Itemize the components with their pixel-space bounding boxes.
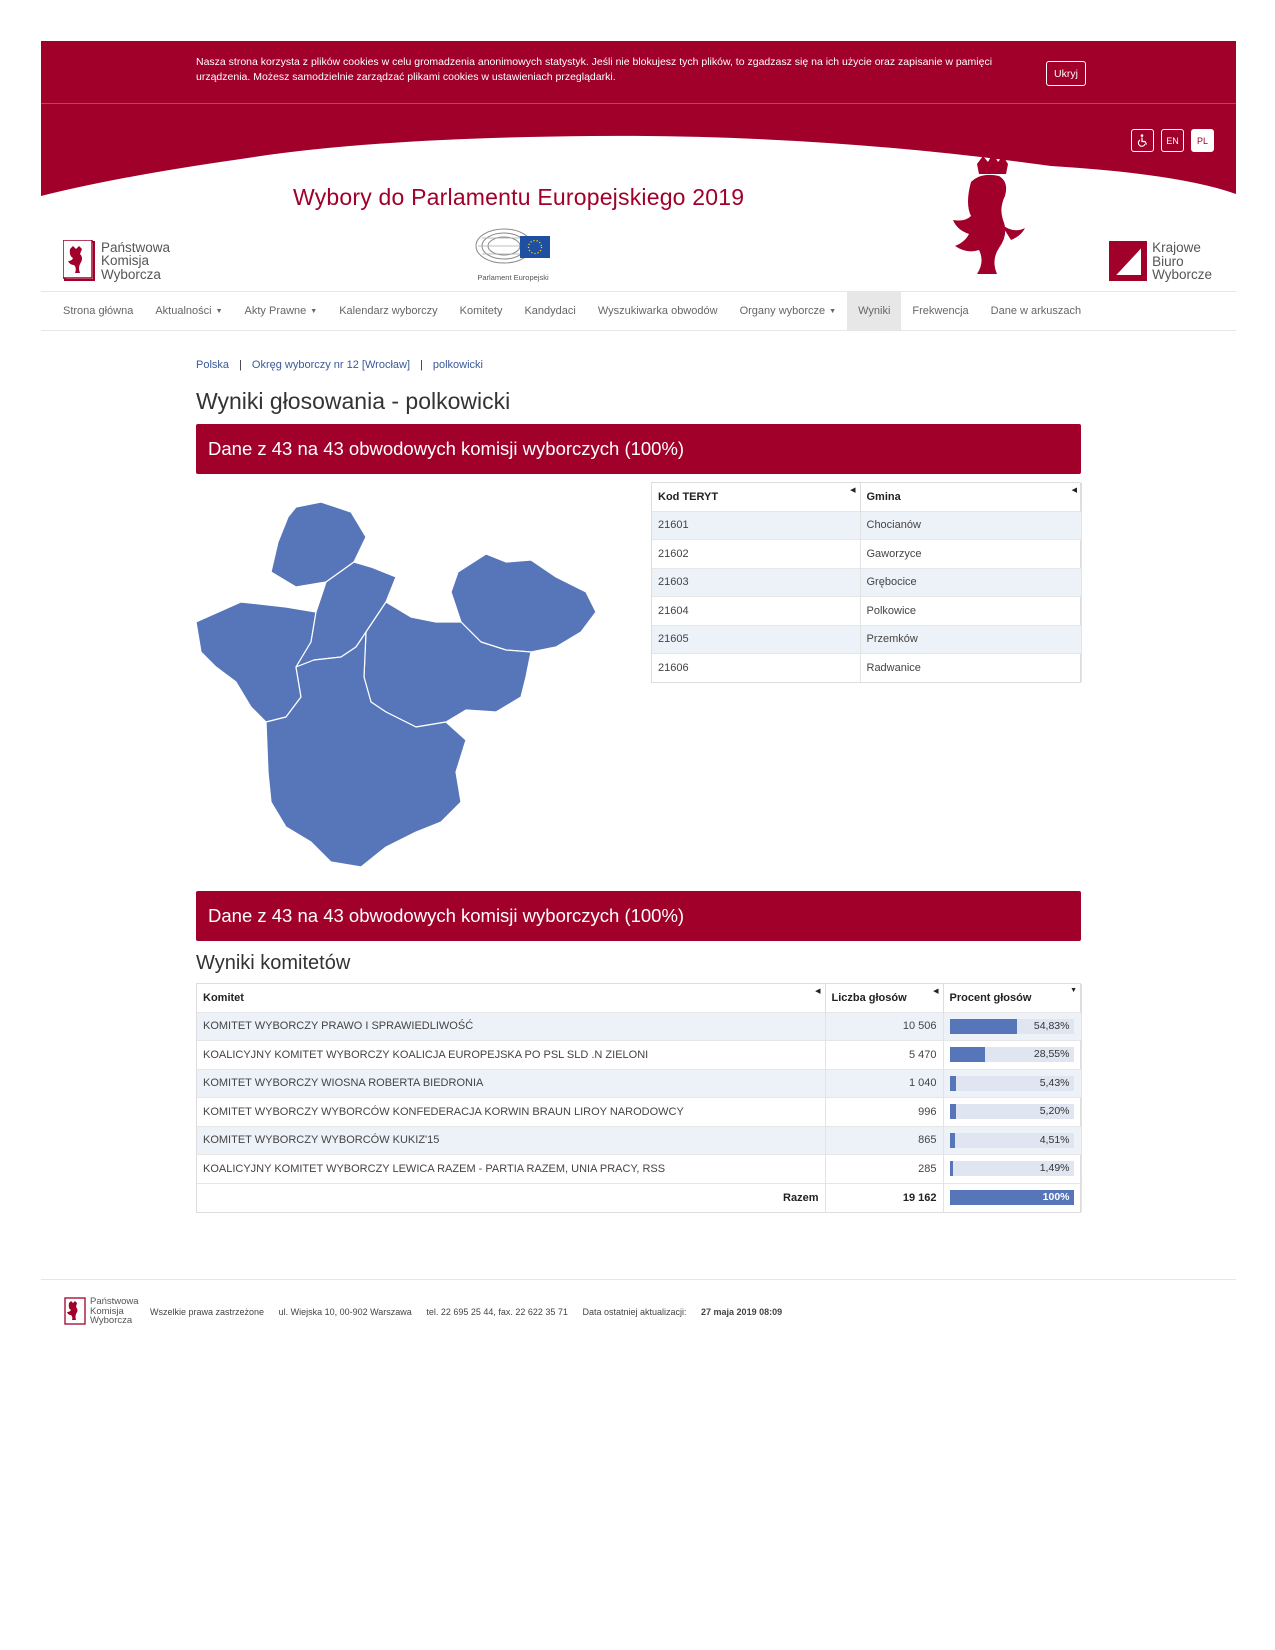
percent-bar-fill (950, 1161, 954, 1176)
footer-updated-label: Data ostatniej aktualizacji: (582, 1307, 687, 1317)
cookie-bar (41, 41, 1236, 104)
teryt-row[interactable] (652, 625, 1082, 654)
committee-name-cell: KOMITET WYBORCZY PRAWO I SPRAWIEDLIWOŚĆ (197, 1012, 825, 1041)
nav-item-4[interactable] (449, 292, 514, 330)
footer-logo-line-3: Wyborcza (90, 1315, 133, 1326)
wheelchair-icon (1136, 134, 1149, 147)
teryt-code-cell: 21606 (652, 654, 860, 683)
results-row[interactable] (197, 1126, 1082, 1155)
breadcrumb-link-county[interactable]: polkowicki (432, 359, 484, 371)
percent-bar-fill (950, 1104, 956, 1119)
teryt-code-cell: 21605 (652, 625, 860, 654)
breadcrumb-separator: | (420, 359, 423, 371)
teryt-code-cell: 21601 (652, 511, 860, 540)
footer-updated (582, 1307, 782, 1317)
percent-bar-fill (950, 1047, 985, 1062)
european-parliament-logo[interactable] (473, 224, 553, 282)
nav-item-8[interactable] (847, 292, 901, 330)
votes-cell: 285 (825, 1155, 943, 1184)
teryt-code-cell: 21603 (652, 568, 860, 597)
votes-cell: 1 040 (825, 1069, 943, 1098)
eagle-emblem-icon (953, 153, 1025, 274)
results-total-row (197, 1183, 1082, 1212)
teryt-header-row (652, 483, 1082, 511)
percent-bar (950, 1047, 1074, 1062)
nav-item-6[interactable] (587, 292, 729, 330)
committee-name-cell: KOALICYJNY KOMITET WYBORCZY LEWICA RAZEM - PARTIA RAZEM, UNIA PRACY, RSS (197, 1155, 825, 1184)
breadcrumb (196, 359, 483, 371)
gmina-name-cell: Polkowice (860, 597, 1082, 626)
sort-icon: ◀ (933, 988, 939, 995)
results-header-percent-label: Procent głosów (949, 991, 1032, 1004)
lang-en-button[interactable]: EN (1161, 129, 1184, 152)
nav-item-10[interactable] (980, 292, 1093, 330)
committee-name-cell: KOMITET WYBORCZY WIOSNA ROBERTA BIEDRONIA (197, 1069, 825, 1098)
gmina-name-cell: Grębocice (860, 568, 1082, 597)
nav-item-label: Kalendarz wyborczy (339, 305, 438, 317)
nav-item-label: Dane w arkuszach (990, 305, 1082, 317)
nav-item-label: Komitety (459, 305, 503, 317)
total-percent-cell (943, 1183, 1082, 1212)
kbw-logo-icon (1109, 241, 1147, 281)
site-footer (41, 1279, 1236, 1339)
results-row[interactable] (197, 1012, 1082, 1041)
percent-bar (950, 1190, 1074, 1205)
committee-name-cell: KOALICYJNY KOMITET WYBORCZY KOALICJA EUROPEJSKA PO PSL SLD .N ZIELONI (197, 1041, 825, 1070)
pkw-line-2: Komisja (101, 253, 150, 269)
results-row[interactable] (197, 1098, 1082, 1127)
gmina-name-cell: Przemków (860, 625, 1082, 654)
nav-item-7[interactable] (729, 292, 848, 330)
votes-cell: 996 (825, 1098, 943, 1127)
nav-item-label: Kandydaci (524, 305, 576, 317)
votes-cell: 5 470 (825, 1041, 943, 1070)
percent-bar-fill (950, 1076, 957, 1091)
percent-value: 1,49% (1039, 1162, 1070, 1175)
percent-cell (943, 1098, 1082, 1127)
teryt-row[interactable] (652, 540, 1082, 569)
cookie-message: Nasza strona korzysta z plików cookies w celu gromadzenia anonimowych statystyk. Jeśli nie blokujesz tych plików, to zgadzasz się na ich użycie oraz zapisanie w pamięci urządzenia. Możesz samodzielnie zarządzać plikami cookies w ustawieniach przeglądarki. (196, 56, 993, 83)
main-nav (41, 291, 1236, 331)
percent-value: 28,55% (1033, 1048, 1070, 1061)
percent-cell (943, 1041, 1082, 1070)
teryt-table-body (652, 511, 1082, 682)
percent-bar (950, 1161, 1074, 1176)
pkw-line-3: Wyborcza (101, 266, 161, 282)
results-header-committee-label: Komitet (203, 991, 244, 1004)
page-title: Wyniki głosowania - polkowicki (196, 388, 511, 414)
caret-down-icon: ▼ (829, 308, 837, 315)
results-row[interactable] (197, 1041, 1082, 1070)
nav-item-5[interactable] (513, 292, 586, 330)
total-label-cell: Razem (197, 1183, 825, 1212)
teryt-code-cell: 21604 (652, 597, 860, 626)
nav-item-1[interactable] (144, 292, 233, 330)
percent-value: 54,83% (1033, 1019, 1070, 1032)
footer-phone: tel. 22 695 25 44, fax. 22 622 35 71 (426, 1307, 568, 1317)
data-status-banner-2: Dane z 43 na 43 obwodowych komisji wyborczych (100%) (196, 891, 1081, 941)
site-header (41, 104, 1236, 291)
teryt-table (651, 482, 1081, 683)
percent-cell (943, 1069, 1082, 1098)
results-header-votes-label: Liczba głosów (831, 991, 907, 1004)
breadcrumb-link-district[interactable]: Okręg wyborczy nr 12 [Wrocław] (251, 359, 411, 371)
gmina-name-cell: Gaworzyce (860, 540, 1082, 569)
teryt-row[interactable] (652, 568, 1082, 597)
parliament-logo-icon (474, 224, 552, 266)
footer-info (150, 1307, 794, 1317)
nav-item-label: Organy wyborcze (739, 305, 826, 317)
footer-pkw-logo-icon (64, 1297, 87, 1325)
cookie-hide-button[interactable]: Ukryj (1046, 61, 1086, 86)
lang-pl-button[interactable]: PL (1191, 129, 1214, 152)
breadcrumb-link-country[interactable]: Polska (196, 359, 230, 371)
percent-bar-fill (950, 1019, 1018, 1034)
pkw-logo-icon (63, 240, 96, 282)
pkw-logo[interactable] (63, 240, 170, 282)
percent-cell (943, 1012, 1082, 1041)
percent-value: 5,43% (1039, 1076, 1070, 1089)
pkw-line-1: Państwowa (101, 239, 171, 255)
percent-cell (943, 1155, 1082, 1184)
percent-bar (950, 1019, 1074, 1034)
footer-logo-line-2: Komisja (90, 1305, 124, 1317)
teryt-header-gmina-label: Gmina (866, 490, 901, 503)
page (41, 41, 1236, 331)
nav-item-label: Wyszukiwarka obwodów (597, 305, 718, 317)
site-title: Wybory do Parlamentu Europejskiego 2019 (293, 184, 745, 210)
results-table (196, 983, 1081, 1213)
kbw-logo-text (1152, 241, 1212, 282)
teryt-header-code[interactable] (652, 483, 860, 511)
percent-cell (943, 1126, 1082, 1155)
percent-bar (950, 1076, 1074, 1091)
kbw-line-3: Wyborcze (1152, 267, 1212, 282)
percent-value: 100% (1042, 1191, 1070, 1203)
footer-rights: Wszelkie prawa zastrzeżone (150, 1307, 265, 1317)
parliament-caption: Parlament Europejski (477, 273, 549, 282)
nav-item-2[interactable] (234, 292, 329, 330)
percent-bar (950, 1104, 1074, 1119)
results-row[interactable] (197, 1069, 1082, 1098)
teryt-row[interactable] (652, 511, 1082, 540)
teryt-header-gmina[interactable] (860, 483, 1082, 511)
teryt-row[interactable] (652, 597, 1082, 626)
footer-pkw-logo[interactable] (64, 1297, 139, 1326)
teryt-header-code-label: Kod TERYT (658, 490, 719, 503)
nav-item-label: Wyniki (858, 305, 891, 317)
footer-logo-line-1: Państwowa (90, 1296, 139, 1307)
votes-cell: 865 (825, 1126, 943, 1155)
footer-updated-value: 27 maja 2019 08:09 (701, 1307, 783, 1317)
kbw-logo[interactable] (1109, 241, 1212, 282)
breadcrumb-separator: | (239, 359, 242, 371)
caret-down-icon: ▼ (215, 308, 223, 315)
committee-name-cell: KOMITET WYBORCZY WYBORCÓW KUKIZ'15 (197, 1126, 825, 1155)
results-header-committee[interactable] (197, 984, 825, 1012)
total-votes-cell: 19 162 (825, 1183, 943, 1212)
footer-address: ul. Wiejska 10, 00-902 Warszawa (278, 1307, 412, 1317)
sort-icon: ◀ (815, 988, 821, 995)
results-header-votes[interactable] (825, 984, 943, 1012)
votes-cell: 10 506 (825, 1012, 943, 1041)
percent-bar-fill (950, 1133, 956, 1148)
teryt-code-cell: 21602 (652, 540, 860, 569)
county-map (196, 482, 616, 882)
nav-item-label: Akty Prawne (244, 305, 307, 317)
results-title: Wyniki komitetów (196, 952, 351, 974)
nav-item-3[interactable] (328, 292, 448, 330)
sort-icon: ◀ (850, 487, 856, 494)
results-header-row (197, 984, 1082, 1012)
nav-item-label: Strona główna (63, 305, 134, 317)
pkw-logo-text (101, 241, 170, 282)
header-tools (1131, 129, 1214, 152)
kbw-line-2: Biuro (1152, 253, 1184, 269)
teryt-row[interactable] (652, 654, 1082, 683)
percent-value: 4,51% (1039, 1133, 1070, 1146)
results-table-body (197, 1012, 1082, 1212)
data-status-banner: Dane z 43 na 43 obwodowych komisji wyborczych (100%) (196, 424, 1081, 474)
footer-logo-text (90, 1297, 139, 1326)
nav-item-0[interactable] (52, 292, 144, 330)
nav-item-9[interactable] (901, 292, 979, 330)
gmina-name-cell: Radwanice (860, 654, 1082, 683)
caret-down-icon: ▼ (310, 308, 318, 315)
nav-item-label: Aktualności (155, 305, 212, 317)
kbw-line-1: Krajowe (1152, 240, 1201, 255)
results-header-percent[interactable] (943, 984, 1082, 1012)
committee-name-cell: KOMITET WYBORCZY WYBORCÓW KONFEDERACJA KORWIN BRAUN LIROY NARODOWCY (197, 1098, 825, 1127)
gmina-name-cell: Chocianów (860, 511, 1082, 540)
percent-bar (950, 1133, 1074, 1148)
sort-icon: ◀ (1071, 487, 1077, 494)
sort-desc-icon: ▼ (1070, 987, 1077, 994)
percent-value: 5,20% (1039, 1105, 1070, 1118)
results-row[interactable] (197, 1155, 1082, 1184)
nav-item-label: Frekwencja (912, 305, 969, 317)
accessibility-button[interactable] (1131, 129, 1154, 152)
